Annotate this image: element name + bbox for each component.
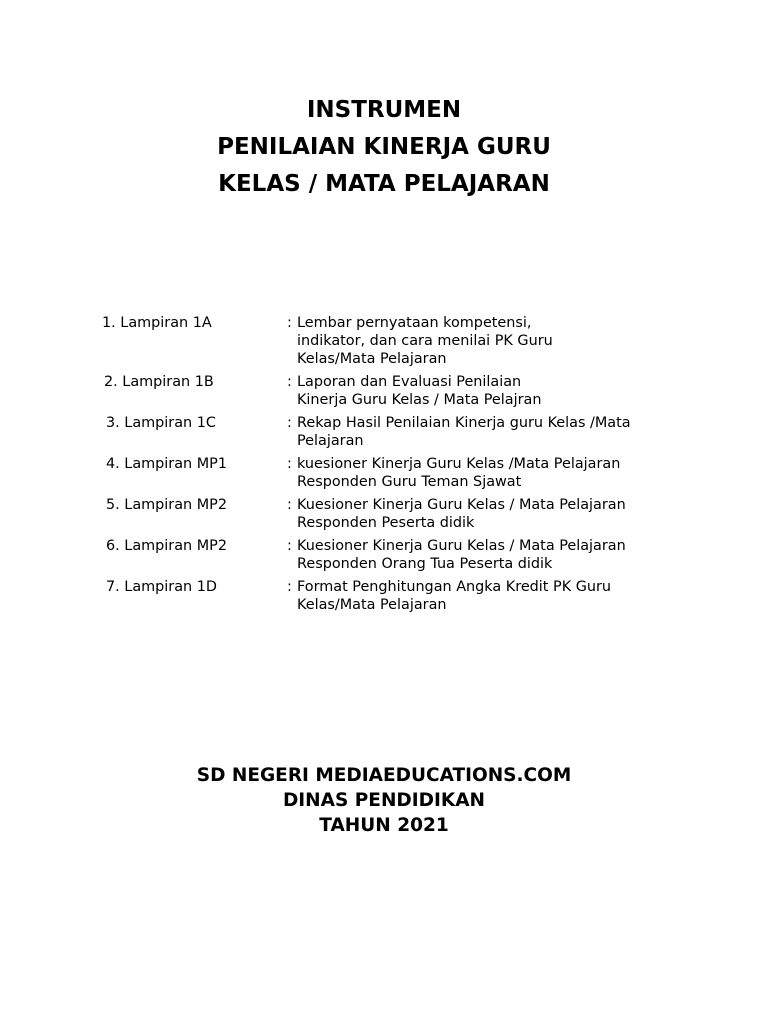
document-footer [0,763,768,838]
item-description [287,314,697,368]
item-description [287,455,697,491]
item-colon: : [287,374,292,390]
item-description [287,496,697,532]
item-label: 1. Lampiran 1A [102,315,212,331]
list-item [0,537,768,573]
list-item [0,578,768,614]
item-desc-line: Kuesioner Kinerja Guru Kelas / Mata Pelajaran [297,497,626,513]
item-desc-line: Kelas/Mata Pelajaran [297,351,447,367]
document-title [0,92,768,203]
list-item [0,496,768,532]
title-line-1: INSTRUMEN [306,97,462,123]
list-item [0,373,768,409]
item-desc-line: Rekap Hasil Penilaian Kinerja guru Kelas /Mata [297,415,631,431]
item-desc-line: Laporan dan Evaluasi Penilaian [297,374,522,390]
item-label: 6. Lampiran MP2 [106,538,227,554]
footer-line-3: TAHUN 2021 [319,815,449,836]
title-line-2: PENILAIAN KINERJA GURU [217,134,551,160]
item-colon: : [287,456,292,472]
item-desc-line: Responden Peserta didik [297,515,475,531]
item-colon: : [287,497,292,513]
title-line-3: KELAS / MATA PELAJARAN [218,171,550,197]
item-desc-line: Kuesioner Kinerja Guru Kelas / Mata Pelajaran [297,538,626,554]
item-label: 7. Lampiran 1D [106,579,217,595]
item-desc-line: Responden Guru Teman Sjawat [297,474,522,490]
item-desc-line: Lembar pernyataan kompetensi, [297,315,532,331]
item-description [287,537,697,573]
item-desc-line: indikator, dan cara menilai PK Guru [297,333,553,349]
item-desc-line: Responden Orang Tua Peserta didik [297,556,553,572]
item-colon: : [287,538,292,554]
item-description [287,414,697,450]
item-description [287,373,697,409]
item-desc-line: kuesioner Kinerja Guru Kelas /Mata Pelajaran [297,456,621,472]
item-desc-line: Kelas/Mata Pelajaran [297,597,447,613]
item-desc-line: Pelajaran [297,433,364,449]
item-desc-line: Kinerja Guru Kelas / Mata Pelajran [297,392,542,408]
item-label: 5. Lampiran MP2 [106,497,227,513]
footer-line-1: SD NEGERI MEDIAEDUCATIONS.COM [196,765,572,786]
item-label: 2. Lampiran 1B [104,374,214,390]
list-item [0,414,768,450]
item-label: 3. Lampiran 1C [106,415,216,431]
item-colon: : [287,415,292,431]
item-label: 4. Lampiran MP1 [106,456,227,472]
item-colon: : [287,315,292,331]
attachment-list [0,314,768,619]
footer-line-2: DINAS PENDIDIKAN [282,790,486,811]
list-item [0,455,768,491]
item-desc-line: Format Penghitungan Angka Kredit PK Guru [297,579,612,595]
item-description [287,578,697,614]
list-item [0,314,768,368]
item-colon: : [287,579,292,595]
